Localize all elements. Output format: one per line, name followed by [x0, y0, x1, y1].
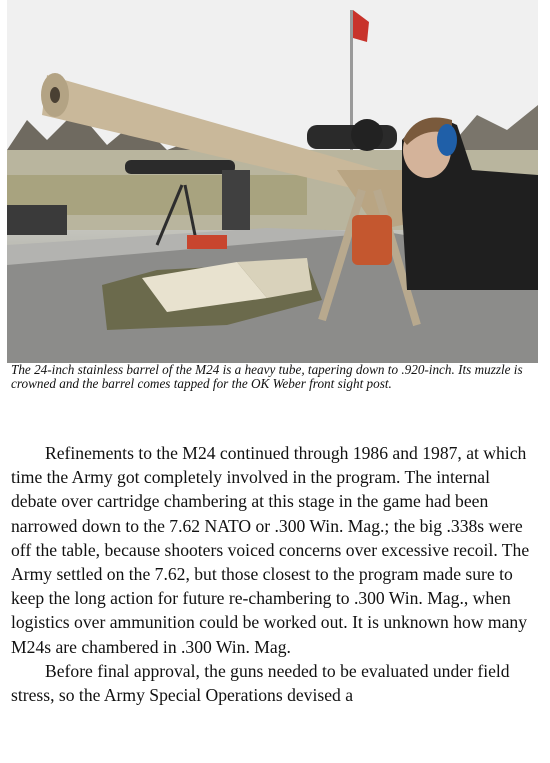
paragraph: Refinements to the M24 continued through 1986 and 1987, at which time the Army got completely involved in the program. The internal debate over cartridge chambering at this stage in the game had been narrowed down to the 7.62 NATO or .300 Win. Mag.; the big .338s were off the table, because shooters voiced concerns over excessive recoil. The Army settled on the 7.62, but those closest to the program made sure to keep the long action for future re-chambering to .300 Win. Mag., when logistics over ammunition could be worked out. It is unknown how many M24s are chambered in .300 Win. Mag. — [11, 443, 530, 657]
ear-protection — [437, 124, 457, 156]
scope-objective — [351, 119, 383, 151]
background-stand — [222, 170, 250, 230]
magazine — [352, 215, 392, 265]
rifle-photo — [7, 0, 538, 363]
background-scope — [125, 160, 235, 174]
paragraph: Before final approval, the guns needed to be evaluated under field stress, so the Army Special Operations devised a — [11, 660, 510, 706]
ammo-box — [187, 235, 227, 249]
rifle-case — [7, 205, 67, 235]
muzzle-bore — [50, 87, 60, 103]
article-body — [11, 441, 539, 707]
figure-caption: The 24-inch stainless barrel of the M24 is a heavy tube, tapering down to .920-inch. Its muzzle is crowned and the barrel comes tapped for the OK Weber front sight post. — [11, 362, 523, 391]
rifle-photo-illustration — [7, 0, 538, 363]
